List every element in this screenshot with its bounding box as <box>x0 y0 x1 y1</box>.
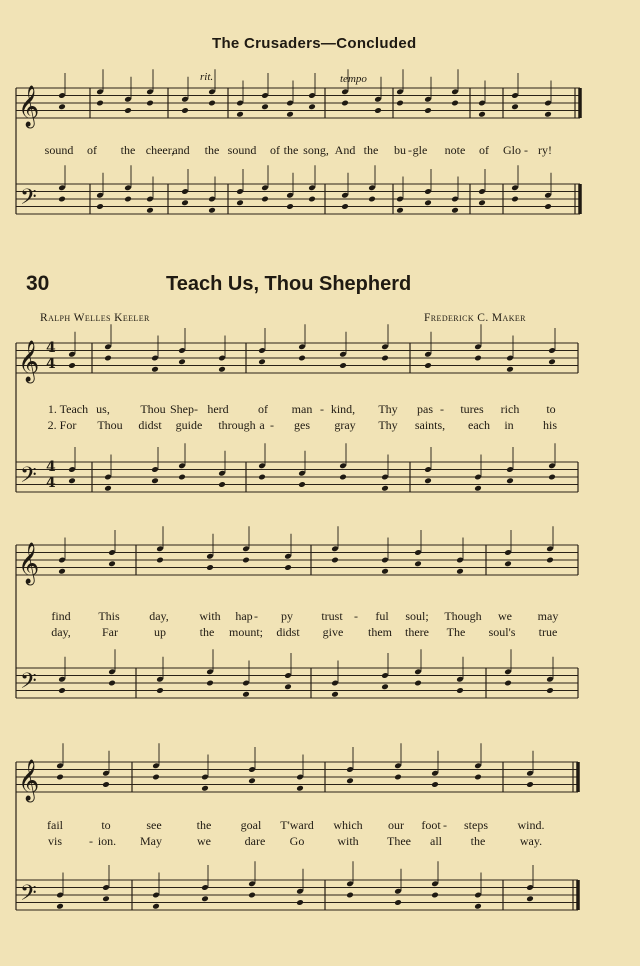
crusaders-bass-notehead <box>146 207 154 214</box>
hymn3-bass-notehead <box>296 899 304 906</box>
lyric-syllable: the <box>199 625 215 639</box>
hymn1-bass-notehead <box>548 474 556 481</box>
lyric-syllable: we <box>197 834 211 848</box>
lyric-syllable: find <box>51 609 71 623</box>
lyric-syllable: bu <box>394 143 406 157</box>
hymn2-treble-notehead <box>546 557 554 564</box>
lyric-syllable: saints, <box>414 418 446 432</box>
crusaders-treble-notehead <box>236 111 244 118</box>
crusaders-bass-notehead <box>124 196 132 203</box>
crusaders-treble-notehead <box>478 111 486 118</box>
hymn1-bass-notehead <box>506 477 514 484</box>
lyric-syllable: herd <box>207 402 229 416</box>
lyric-syllable: a <box>259 418 265 432</box>
crusaders-treble-notehead <box>374 107 382 114</box>
lyric-syllable: - <box>320 402 324 416</box>
lyric-syllable: pas <box>417 402 433 416</box>
hymn2-treble-notehead <box>284 564 292 571</box>
bass-clef-icon: 𝄢 <box>20 669 37 699</box>
lyric-syllable: his <box>542 418 558 432</box>
lyric-syllable: Go <box>289 834 305 848</box>
lyric-syllable: soul's <box>488 625 516 639</box>
lyric-syllable: didst <box>276 625 300 639</box>
crusaders-bass-notehead <box>544 203 552 210</box>
lyric-syllable: with <box>337 834 359 848</box>
lyric-syllable: Thee <box>387 834 411 848</box>
lyric-syllable: way. <box>519 834 543 848</box>
crusaders-treble-notehead <box>181 107 189 114</box>
hymn1-treble-notehead <box>548 358 556 365</box>
hymn2-bass-notehead <box>284 683 292 690</box>
crusaders-bass-notehead <box>236 199 244 206</box>
hymn3-bass-notehead <box>346 892 354 899</box>
lyric-syllable: 2. For <box>47 418 77 432</box>
lyric-syllable: up <box>154 625 166 639</box>
hymn2-bass-notehead <box>456 687 464 694</box>
lyric-syllable: the <box>283 143 299 157</box>
lyric-syllable: - <box>194 402 198 416</box>
treble-clef-icon: 𝄞 <box>18 543 40 584</box>
crusaders-treble-notehead <box>396 100 404 107</box>
crusaders-bass-notehead <box>308 196 316 203</box>
hymn1-bass-notehead <box>178 474 186 481</box>
hymn2-bass-notehead <box>58 687 66 694</box>
crusaders-bass-notehead <box>451 207 459 214</box>
lyric-syllable: which <box>333 818 363 832</box>
hymn2-treble-notehead <box>504 560 512 567</box>
hymn2-bass-notehead <box>242 691 250 698</box>
hymn3-treble-notehead <box>102 781 110 788</box>
lyric-syllable: the <box>363 143 379 157</box>
lyric-syllable: py <box>281 609 293 623</box>
lyric-syllable: hap <box>235 609 253 623</box>
lyric-syllable: note <box>444 143 466 157</box>
hymn3-treble-notehead <box>526 781 534 788</box>
lyric-syllable: steps <box>464 818 488 832</box>
hymn1-treble-notehead <box>151 366 159 373</box>
lyric-syllable: may <box>537 609 559 623</box>
hymn3-treble-notehead <box>248 777 256 784</box>
lyric-syllable: T'ward <box>280 818 314 832</box>
lyric-syllable: The <box>446 625 466 639</box>
hymn3-treble-notehead <box>56 774 64 781</box>
lyric-syllable: in <box>504 418 514 432</box>
hymn2-treble-notehead <box>456 568 464 575</box>
crusaders-bass-notehead <box>181 199 189 206</box>
lyric-syllable: of <box>87 143 97 157</box>
time-signature-digit: 4 <box>46 459 56 475</box>
hymn3-bass-notehead <box>526 895 534 902</box>
lyric-syllable: fail <box>47 818 63 832</box>
lyric-syllable: gle <box>412 143 428 157</box>
hymn2-bass-notehead <box>206 680 214 687</box>
hymn2-treble-notehead <box>156 557 164 564</box>
lyric-syllable: kind, <box>330 402 356 416</box>
crusaders-treble-notehead <box>208 100 216 107</box>
hymn1-bass-notehead <box>474 485 482 492</box>
lyric-syllable: us, <box>96 402 110 416</box>
hymn-composer: Frederick C. Maker <box>424 312 526 324</box>
crusaders-treble-notehead <box>96 100 104 107</box>
lyric-syllable: song, <box>303 143 329 157</box>
hymn1-treble-notehead <box>178 358 186 365</box>
crusaders-treble-notehead <box>511 103 519 110</box>
lyric-syllable: each <box>468 418 490 432</box>
lyric-syllable: the <box>204 143 220 157</box>
lyric-syllable: day, <box>51 625 71 639</box>
hymn1-treble-notehead <box>506 366 514 373</box>
hymn3-treble-notehead <box>152 774 160 781</box>
lyric-syllable: - <box>354 609 358 623</box>
hymn3-treble-notehead <box>431 781 439 788</box>
hymn1-treble-notehead <box>298 355 306 362</box>
hymn3-bass-notehead <box>248 892 256 899</box>
bass-clef-icon: 𝄢 <box>20 881 37 911</box>
lyric-syllable: guide <box>175 418 203 432</box>
lyric-syllable: of <box>270 143 280 157</box>
lyric-syllable: we <box>498 609 512 623</box>
time-signature-digit: 4 <box>46 340 56 356</box>
lyric-syllable: wind. <box>517 818 545 832</box>
hymn3-bass-notehead <box>102 895 110 902</box>
crusaders-bass-notehead <box>368 196 376 203</box>
lyric-syllable: Though <box>444 609 482 623</box>
lyric-syllable: mount; <box>228 625 264 639</box>
lyric-syllable: tures <box>460 402 484 416</box>
crusaders-treble-notehead <box>308 103 316 110</box>
lyric-syllable: Thy <box>378 402 398 416</box>
crusaders-treble-notehead <box>124 107 132 114</box>
ritardando-mark: rit. <box>200 71 214 83</box>
hymn2-treble-notehead <box>414 560 422 567</box>
lyric-syllable: Thou <box>97 418 123 432</box>
lyric-syllable: 1. Teach <box>47 402 89 416</box>
lyric-syllable: with <box>199 609 221 623</box>
crusaders-bass-notehead <box>261 196 269 203</box>
lyric-syllable: through <box>218 418 256 432</box>
hymn3-bass-notehead <box>152 903 160 910</box>
lyric-syllable: ry! <box>538 143 552 157</box>
treble-clef-icon: 𝄞 <box>18 86 40 127</box>
hymn3-treble-notehead <box>474 774 482 781</box>
lyric-syllable: - <box>408 143 412 157</box>
hymn2-treble-notehead <box>206 564 214 571</box>
hymn3-bass-notehead <box>201 895 209 902</box>
lyric-syllable: May <box>140 834 162 848</box>
lyric-syllable: vis <box>47 834 63 848</box>
lyric-syllable: Thou <box>140 402 166 416</box>
hymn-title: Teach Us, Thou Shepherd <box>166 273 412 295</box>
lyric-syllable: didst <box>138 418 162 432</box>
lyric-syllable: - <box>440 402 444 416</box>
lyric-syllable: - <box>443 818 447 832</box>
hymn3-treble-notehead <box>201 785 209 792</box>
hymn3-treble-notehead <box>296 785 304 792</box>
lyric-syllable: there <box>405 625 429 639</box>
lyric-syllable: to <box>546 402 556 416</box>
hymn-number: 30 <box>26 272 50 295</box>
hymn1-treble-notehead <box>258 358 266 365</box>
crusaders-bass-notehead <box>208 207 216 214</box>
hymn1-bass-notehead <box>68 477 76 484</box>
hymn2-bass-notehead <box>108 680 116 687</box>
lyric-syllable: And <box>334 143 356 157</box>
crusaders-treble-notehead <box>146 100 154 107</box>
hymn2-treble-notehead <box>242 557 250 564</box>
hymn1-treble-notehead <box>474 355 482 362</box>
lyric-syllable: Shep <box>170 402 194 416</box>
crusaders-bass-notehead <box>511 196 519 203</box>
hymn1-treble-notehead <box>339 362 347 369</box>
lyric-syllable: man <box>291 402 313 416</box>
hymn3-bass-notehead <box>431 892 439 899</box>
time-signature-digit: 4 <box>46 475 56 491</box>
crusaders-treble-notehead <box>544 111 552 118</box>
lyric-syllable: of <box>258 402 268 416</box>
hymn1-treble-notehead <box>381 355 389 362</box>
lyric-syllable: the <box>196 818 212 832</box>
lyric-syllable: foot <box>421 818 441 832</box>
lyric-syllable: day, <box>149 609 169 623</box>
lyric-syllable: rich <box>500 402 520 416</box>
lyric-syllable: see <box>146 818 162 832</box>
lyric-syllable: sound <box>227 143 257 157</box>
lyric-syllable: trust <box>321 609 343 623</box>
hymn1-treble-notehead <box>104 355 112 362</box>
lyric-syllable: give <box>322 625 344 639</box>
crusaders-treble-notehead <box>451 100 459 107</box>
lyric-syllable: sound <box>44 143 74 157</box>
lyric-syllable: - <box>270 418 274 432</box>
lyric-syllable: - <box>524 143 528 157</box>
crusaders-bass-notehead <box>286 203 294 210</box>
crusaders-bass-notehead <box>341 203 349 210</box>
lyric-syllable: ges <box>294 418 310 432</box>
crusaders-treble-notehead <box>286 111 294 118</box>
lyric-syllable: - <box>89 834 93 848</box>
crusaders-treble-notehead <box>341 100 349 107</box>
lyric-syllable: and <box>172 143 190 157</box>
crusaders-bass-notehead <box>478 199 486 206</box>
hymn1-treble-notehead <box>218 366 226 373</box>
hymn2-bass-notehead <box>414 680 422 687</box>
time-signature-digit: 4 <box>46 356 56 372</box>
hymn1-bass-notehead <box>381 485 389 492</box>
lyric-syllable: true <box>538 625 558 639</box>
lyric-syllable: cheer, <box>145 143 175 157</box>
crusaders-bass-notehead <box>424 199 432 206</box>
hymn1-treble-notehead <box>424 362 432 369</box>
crusaders-treble-notehead <box>261 103 269 110</box>
hymn2-bass-notehead <box>156 687 164 694</box>
lyric-syllable: of <box>479 143 489 157</box>
lyric-syllable: them <box>368 625 392 639</box>
hymn1-treble-notehead <box>68 362 76 369</box>
lyric-syllable: the <box>470 834 486 848</box>
crusaders-bass-notehead <box>58 196 66 203</box>
treble-clef-icon: 𝄞 <box>18 341 40 382</box>
hymn2-treble-notehead <box>331 557 339 564</box>
lyric-syllable: to <box>101 818 111 832</box>
lyric-syllable: the <box>120 143 136 157</box>
hymn1-bass-notehead <box>424 477 432 484</box>
hymn1-bass-notehead <box>258 474 266 481</box>
hymn2-bass-notehead <box>504 680 512 687</box>
lyric-syllable: gray <box>334 418 356 432</box>
hymn2-bass-notehead <box>331 691 339 698</box>
hymn1-bass-notehead <box>151 477 159 484</box>
hymn3-bass-notehead <box>56 903 64 910</box>
hymn-author: Ralph Welles Keeler <box>40 312 150 324</box>
lyric-syllable: Glo <box>503 143 521 157</box>
hymn1-bass-notehead <box>218 481 226 488</box>
lyric-syllable: goal <box>240 818 262 832</box>
lyric-syllable: Far <box>102 625 118 639</box>
lyric-syllable: ful <box>375 609 389 623</box>
crusaders-bass-notehead <box>396 207 404 214</box>
hymn1-bass-notehead <box>339 474 347 481</box>
lyric-syllable: Thy <box>378 418 398 432</box>
lyric-syllable: ion. <box>97 834 117 848</box>
hymn3-treble-notehead <box>394 774 402 781</box>
crusaders-treble-notehead <box>58 103 66 110</box>
lyric-syllable: - <box>254 609 258 623</box>
lyric-syllable: soul; <box>405 609 429 623</box>
bass-clef-icon: 𝄢 <box>20 463 37 493</box>
hymn3-treble-notehead <box>346 777 354 784</box>
lyric-syllable: our <box>388 818 404 832</box>
hymn2-treble-notehead <box>58 568 66 575</box>
bass-clef-icon: 𝄢 <box>20 185 37 215</box>
hymn1-bass-notehead <box>104 485 112 492</box>
treble-clef-icon: 𝄞 <box>18 760 40 801</box>
lyric-syllable: dare <box>244 834 266 848</box>
crusaders-bass-notehead <box>96 203 104 210</box>
hymn3-bass-notehead <box>394 899 402 906</box>
hymn2-bass-notehead <box>546 687 554 694</box>
hymn3-bass-notehead <box>474 903 482 910</box>
page-header: The Crusaders—Concluded <box>212 35 417 52</box>
hymn2-treble-notehead <box>108 560 116 567</box>
hymn2-treble-notehead <box>381 568 389 575</box>
crusaders-treble-notehead <box>424 107 432 114</box>
lyric-syllable: This <box>98 609 120 623</box>
lyric-syllable: all <box>430 834 442 848</box>
tempo-mark: tempo <box>340 73 367 85</box>
hymn1-bass-notehead <box>298 481 306 488</box>
hymn2-bass-notehead <box>381 683 389 690</box>
